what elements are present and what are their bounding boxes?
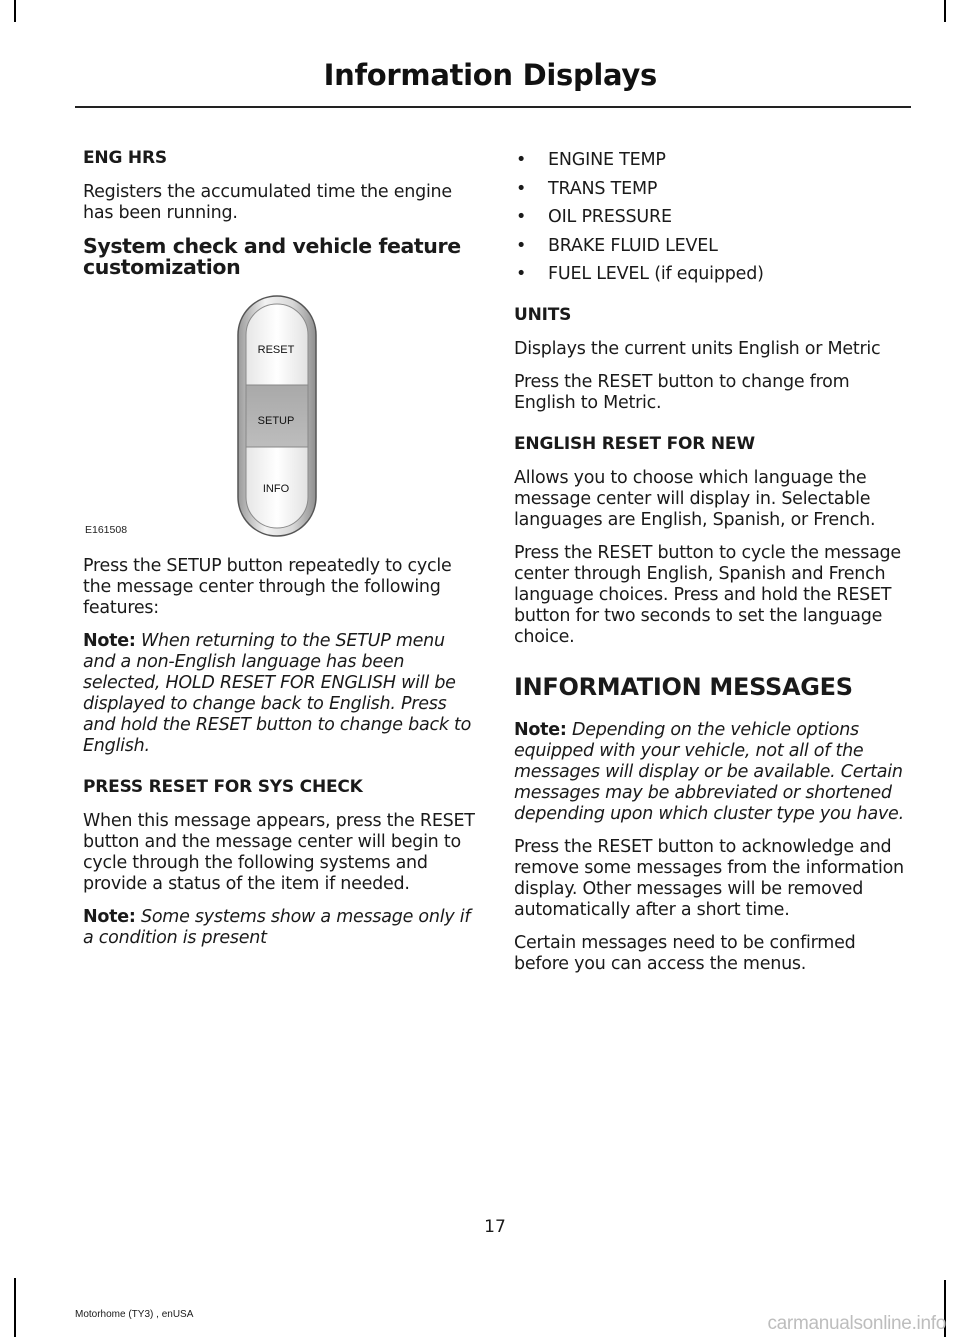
crop-mark-top-left	[14, 0, 16, 22]
note-3	[514, 720, 909, 825]
note-1	[83, 631, 475, 757]
document-id: Motorhome (TY3) , enUSA	[75, 1309, 194, 1320]
info-text-2: Certain messages need to be confirmed before you can access the menus.	[514, 932, 856, 974]
list-item-label: OIL PRESSURE	[548, 207, 672, 227]
page-title: Information Displays	[323, 58, 657, 92]
crop-mark-top-right	[944, 0, 946, 22]
note-1-label: Note:	[83, 631, 136, 651]
list-item-label: ENGINE TEMP	[548, 150, 666, 170]
system-check-list	[514, 146, 909, 289]
list-item-label: BRAKE FLUID LEVEL	[548, 235, 718, 256]
left-column	[83, 146, 475, 961]
sys-check-text: When this message appears, press the RESET button and the message center will begin to cycle through the following systems and provide a status of the item if needed.	[83, 811, 475, 894]
sys-check-heading: PRESS RESET FOR SYS CHECK	[83, 777, 363, 797]
watermark: carmanualsonline.info	[767, 1313, 946, 1334]
control-button-figure	[83, 290, 475, 540]
bullet-icon: •	[516, 264, 527, 284]
list-item-label: FUEL LEVEL (if equipped)	[548, 264, 764, 284]
note-3-text: Depending on the vehicle options equipped with your vehicle, not all of the messages will display or be available. Certain messages may be abbreviated or shortened depending upon which cluster type you have.	[514, 719, 904, 824]
figure-label-reset: RESET	[257, 344, 295, 356]
setup-text: Press the SETUP button repeatedly to cycle the message center through the following features:	[83, 556, 452, 618]
bullet-icon: •	[516, 207, 527, 227]
section-heading: System check and vehicle feature customization	[83, 234, 461, 279]
bullet-icon: •	[516, 235, 527, 256]
note-1-text: When returning to the SETUP menu and a non-English language has been selected, HOLD RESET FOR ENGLISH will be displayed to change back to English. Press and hold the RESET button to change back to English.	[83, 631, 472, 756]
list-item	[514, 146, 909, 175]
figure-label-info: INFO	[262, 483, 290, 495]
list-item	[514, 260, 909, 289]
bullet-icon: •	[516, 178, 527, 199]
english-text-2: Press the RESET button to cycle the message center through English, Spanish and French language choices. Press and hold the RESET button for two seconds to set the language choice.	[514, 542, 901, 647]
eng-hrs-heading: ENG HRS	[83, 148, 167, 168]
units-heading: UNITS	[514, 304, 572, 325]
list-item	[514, 232, 909, 261]
right-column	[514, 146, 909, 987]
note-2-label: Note:	[83, 907, 136, 927]
english-text-1: Allows you to choose which language the message center will display in. Selectable languages are English, Spanish, or French.	[514, 467, 876, 530]
english-heading: ENGLISH RESET FOR NEW	[514, 433, 755, 454]
eng-hrs-text: Registers the accumulated time the engine has been running.	[83, 182, 452, 223]
list-item	[514, 203, 909, 232]
list-item-label: TRANS TEMP	[548, 178, 658, 199]
units-text-2: Press the RESET button to change from English to Metric.	[514, 371, 850, 413]
page-number: 17	[484, 1217, 506, 1237]
info-text-1: Press the RESET button to acknowledge and remove some messages from the information display. Other messages will be removed automatically after a short time.	[514, 836, 904, 920]
note-2-text: Some systems show a message only if a condition is present	[83, 907, 471, 948]
information-messages-heading: INFORMATION MESSAGES	[514, 672, 853, 701]
note-2	[83, 907, 475, 949]
header-divider	[75, 106, 911, 108]
note-3-label: Note:	[514, 719, 567, 740]
list-item	[514, 175, 909, 204]
crop-mark-bottom-left	[14, 1278, 16, 1337]
figure-code: E161508	[85, 524, 128, 536]
bullet-icon: •	[516, 150, 527, 170]
figure-label-setup: SETUP	[257, 415, 295, 427]
reset-setup-info-buttons-illustration	[83, 290, 475, 540]
units-text-1: Displays the current units English or Metric	[514, 338, 881, 359]
